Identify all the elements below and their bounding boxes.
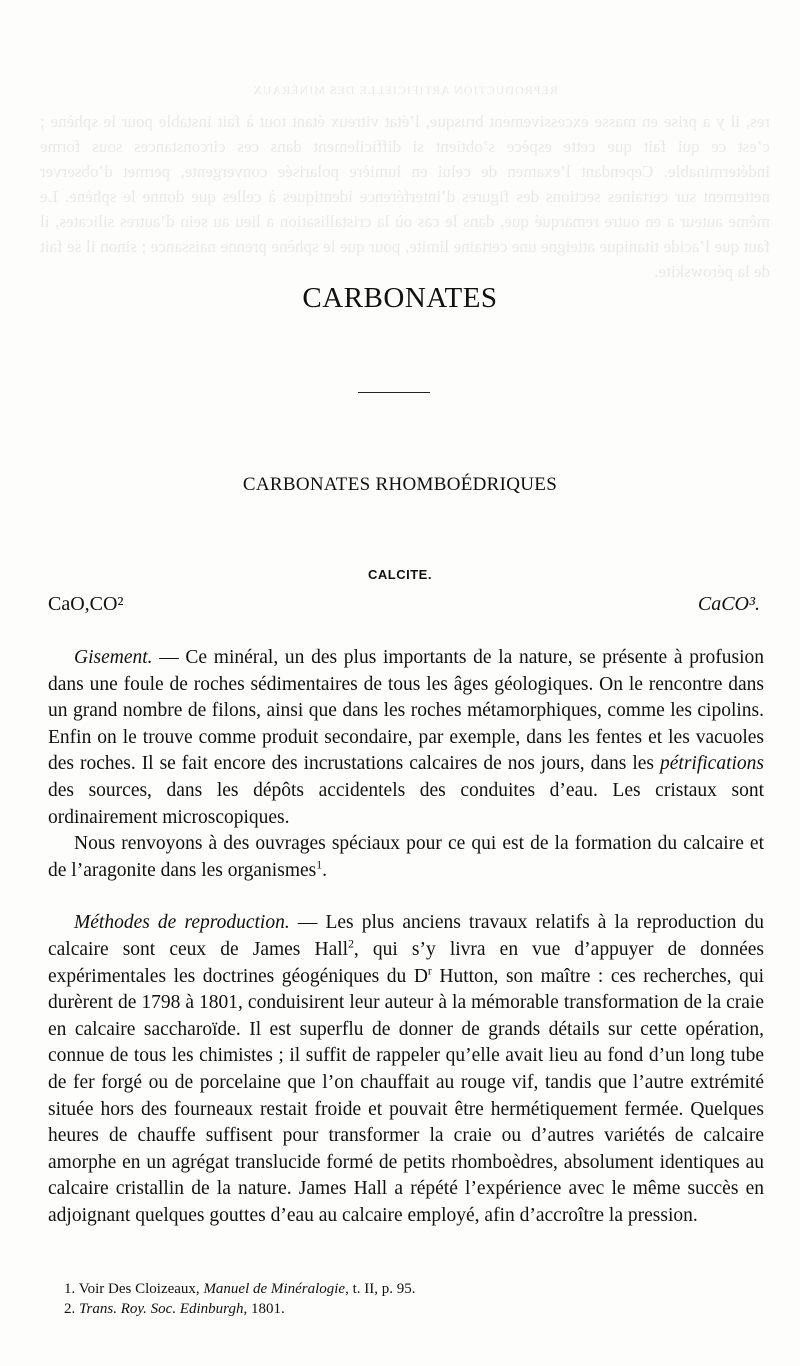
footnote: 1. Voir Des Cloizeaux, Manuel de Minéralogie, t. II, p. 95. [64, 1281, 416, 1297]
paragraph-heading: Gisement. [74, 647, 153, 668]
footnote-ref[interactable]: 2 [348, 937, 354, 951]
formula-atomic: CaCO³. [697, 593, 760, 615]
bleed-through-text: REPRODUCTION ARTIFICIELLE DES MINÉRAUX res, il y a prise en masse excessivement brusque, l’état vitreux étant tout à fait instable pour le sphène ; c’est ce qui fait que cette espèce s’obtient si difficilement dans ces circonstances sous forme indéterminable. Cependant l’examen de celui en lumière polarisée convergente, permet d’observer nettement sur certaines sections des figures d’interférence identiques à celles que donne le sphène. Le même auteur a en outre remarqué que, dans le cas où la cristallisation a lieu au sein d’autres silicates, il faut que l’acide titanique atteigne une certaine limite, pour que le sphène prenne naissance ; sinon il se fait de la pérowskite. [40, 83, 770, 281]
paragraph-organismes: Nous renvoyons à des ouvrages spéciaux pour ce qui est de la formation du calcaire et de l’aragonite dans les organismes$^1$. [48, 833, 764, 881]
footnote-ref[interactable]: 1 [316, 858, 323, 872]
paragraph-methodes: Méthodes de reproduction. — Les plus anciens travaux relatifs à la reproduction du calcaire sont ceux de James Hall$^2$, qui s’y livra en vue d’appuyer de données expérimentales les doctrines géogéniques du $D^r$ Hutton, son maître : ces recherches, qui durèrent de 1798 à 1801, conduisirent leur auteur à la mémorable transformation de la craie en calcaire saccharoïde. Il est superflu de donner de grands détails sur cette opération, connue de tous les chimistes ; il suffit de rappeler qu’elle avait lieu au fond d’un long tube de fer forgé ou de porcelaine que l’on chauffait au rouge vif, tandis que l’autre extrémité située hors des fourneaux restait froide et pouvait être hermétiquement fermée. Quelques heures de chauffe suffisent pour transformer la craie ou d’autres variétés de calcaire amorphe en un agrégat translucide formé de petits rhomboèdres, absolument identiques au calcaire cristallin de la nature. James Hall a répété l’expérience avec le même succès en adjoignant quelques gouttes d’eau au calcaire employé, afin d’accroître la pression. [48, 912, 764, 1226]
section-title: CARBONATES [302, 282, 498, 314]
mineral-name: CALCITE. [368, 567, 432, 582]
subsection-title: CARBONATES RHOMBOÉDRIQUES [242, 474, 558, 495]
paragraph-heading: Méthodes de reproduction. [74, 912, 290, 934]
formula-dualistic: CaO,CO² [48, 593, 124, 615]
footnote: 2. Trans. Roy. Soc. Edinburgh, 1801. [64, 1301, 285, 1317]
section-divider [358, 392, 430, 393]
italic-term: pétrifications [660, 753, 764, 775]
paragraph-gisement: Gisement. — Ce minéral, un des plus importants de la nature, se présente à profusion dans une foule de roches sédimentaires de tous les âges géologiques. On le rencontre dans un grand nombre de filons, ainsi que dans les roches métamorphiques, comme les cipolins. Enfin on le trouve comme produit secondaire, par exemple, dans les fentes et les vacuoles des roches. Il se fait encore des incrustations calcaires de nos jours, dans les pétrifications des sources, dans les dépôts accidentels des conduites d’eau. Les cristaux sont ordinairement microscopiques. [48, 647, 764, 828]
body-text [48, 645, 764, 1229]
footnotes [64, 1279, 764, 1319]
